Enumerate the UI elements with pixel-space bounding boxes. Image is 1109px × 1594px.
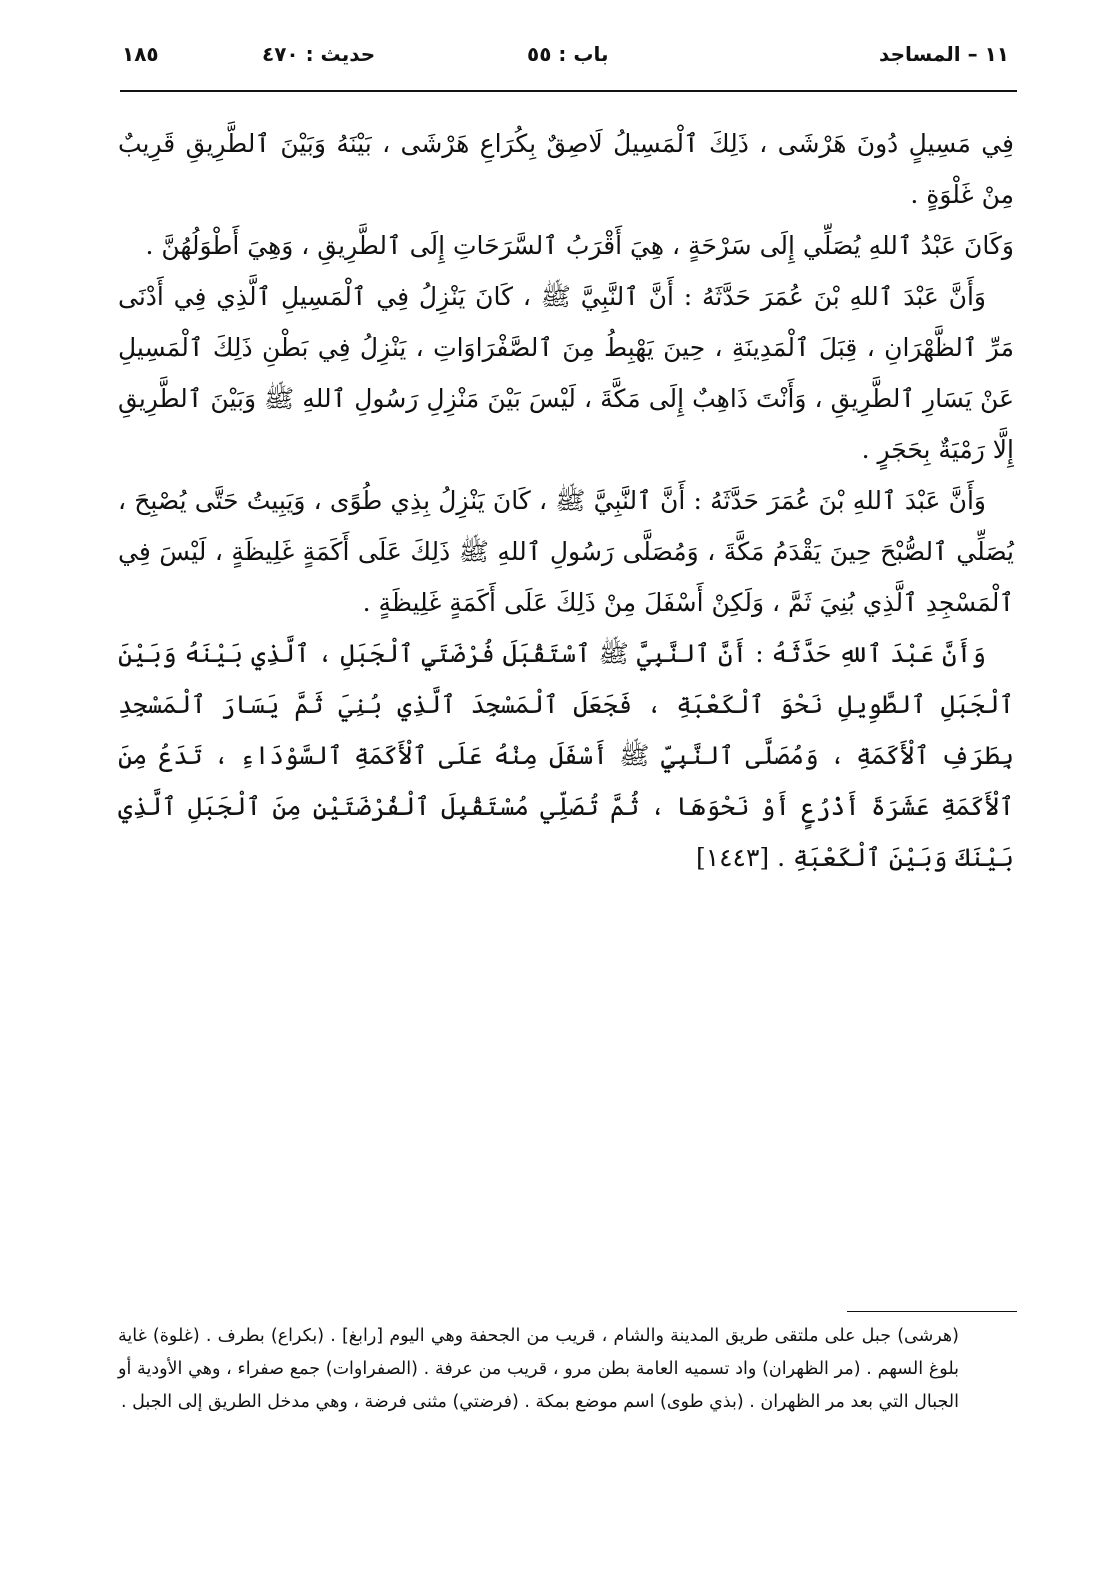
main-text bbox=[118, 118, 1014, 883]
running-header bbox=[122, 38, 1017, 84]
chapter-title: ١١ – المساجد bbox=[879, 42, 1009, 66]
hadith-number: حديث : ٤٧٠ bbox=[262, 42, 376, 66]
header-rule bbox=[120, 90, 1017, 92]
page-number: ١٨٥ bbox=[122, 42, 159, 66]
footnote: (هرشى) جبل على ملتقى طريق المدينة والشام ، قريب من الجحفة وهي اليوم [رابغ] . (بكراع) بطرف . (غلوة) غاية بلوغ السهم . (مر الظهران) واد تسميه العامة بطن مرو ، قريب من عرفة . (الصفراوات) جمع صفراء ، وهي الأودية أو الجبال التي بعد مر الظهران . (بذي طوى) اسم موضع بمكة . (فرضتي) مثنى فرضة ، وهي مدخل الطريق إلى الجبل . bbox=[118, 1326, 959, 1412]
paragraph: وَأَنَّ عَبْدَ ٱللهِ حَدَّثَهُ : أَنَّ ٱلنَّبِيَّ ﷺ ٱسْتَقْبَلَ فُرْضَتَيِ ٱلْجَبَلِ ، ٱلَّذِي بَيْنَهُ وَبَيْنَ ٱلْجَبَلِ ٱلطَّوِيلِ نَحْوَ ٱلْكَعْبَةِ ، فَجَعَلَ ٱلْمَسْجِدَ ٱلَّذِي بُنِيَ ثَمَّ يَسَارَ ٱلْمَسْجِدِ بِطَرَفِ ٱلْأَكَمَةِ ، وَمُصَلَّى ٱلنَّبِيِّ ﷺ أَسْفَلَ مِنْهُ عَلَى ٱلْأَكَمَةِ ٱلسَّوْدَاءِ ، تَدَعُ مِنَ ٱلْأَكَمَةِ عَشَرَةَ أَذْرُعٍ أَوْ نَحْوَهَا ، ثُمَّ تُصَلِّي مُسْتَقْبِلَ ٱلْفُرْضَتَيْنِ مِنَ ٱلْجَبَلِ ٱلَّذِي بَيْنَكَ وَبَيْنَ ٱلْكَعْبَةِ . [١٤٤٣] bbox=[118, 639, 1014, 872]
paragraph: وَأَنَّ عَبْدَ ٱللهِ بْنَ عُمَرَ حَدَّثَهُ : أَنَّ ٱلنَّبِيَّ ﷺ ، كَانَ يَنْزِلُ فِي ٱلْمَسِيلِ ٱلَّذِي فِي أَدْنَى مَرِّ ٱلظَّهْرَانِ ، قِبَلَ ٱلْمَدِينَةِ ، حِينَ يَهْبِطُ مِنَ ٱلصَّفْرَاوَاتِ ، يَنْزِلُ فِي بَطْنِ ذَلِكَ ٱلْمَسِيلِ عَنْ يَسَارِ ٱلطَّرِيقِ ، وَأَنْتَ ذَاهِبٌ إِلَى مَكَّةَ ، لَيْسَ بَيْنَ مَنْزِلِ رَسُولِ ٱللهِ ﷺ وَبَيْنَ ٱلطَّرِيقِ إِلَّا رَمْيَةٌ بِحَجَرٍ . bbox=[118, 282, 1014, 464]
bab-number: باب : ٥٥ bbox=[527, 42, 609, 66]
paragraph: فِي مَسِيلٍ دُونَ هَرْشَى ، ذَلِكَ ٱلْمَسِيلُ لَاصِقٌ بِكُرَاعِ هَرْشَى ، بَيْنَهُ وَبَيْنَ ٱلطَّرِيقِ قَرِيبٌ مِنْ غَلْوَةٍ . bbox=[118, 129, 1014, 209]
paragraph: وَكَانَ عَبْدُ ٱللهِ يُصَلِّي إِلَى سَرْحَةٍ ، هِيَ أَقْرَبُ ٱلسَّرَحَاتِ إِلَى ٱلطَّرِيقِ ، وَهِيَ أَطْوَلُهُنَّ . bbox=[145, 231, 1014, 260]
paragraph: وَأَنَّ عَبْدَ ٱللهِ بْنَ عُمَرَ حَدَّثَهُ : أَنَّ ٱلنَّبِيَّ ﷺ ، كَانَ يَنْزِلُ بِذِي طُوًى ، وَيَبِيتُ حَتَّى يُصْبِحَ ، يُصَلِّي ٱلصُّبْحَ حِينَ يَقْدَمُ مَكَّةَ ، وَمُصَلَّى رَسُولِ ٱللهِ ﷺ ذَلِكَ عَلَى أَكَمَةٍ غَلِيظَةٍ ، لَيْسَ فِي ٱلْمَسْجِدِ ٱلَّذِي بُنِيَ ثَمَّ ، وَلَكِنْ أَسْفَلَ مِنْ ذَلِكَ عَلَى أَكَمَةٍ غَلِيظَةٍ . bbox=[118, 486, 1014, 617]
footnote-rule bbox=[847, 1311, 1017, 1312]
